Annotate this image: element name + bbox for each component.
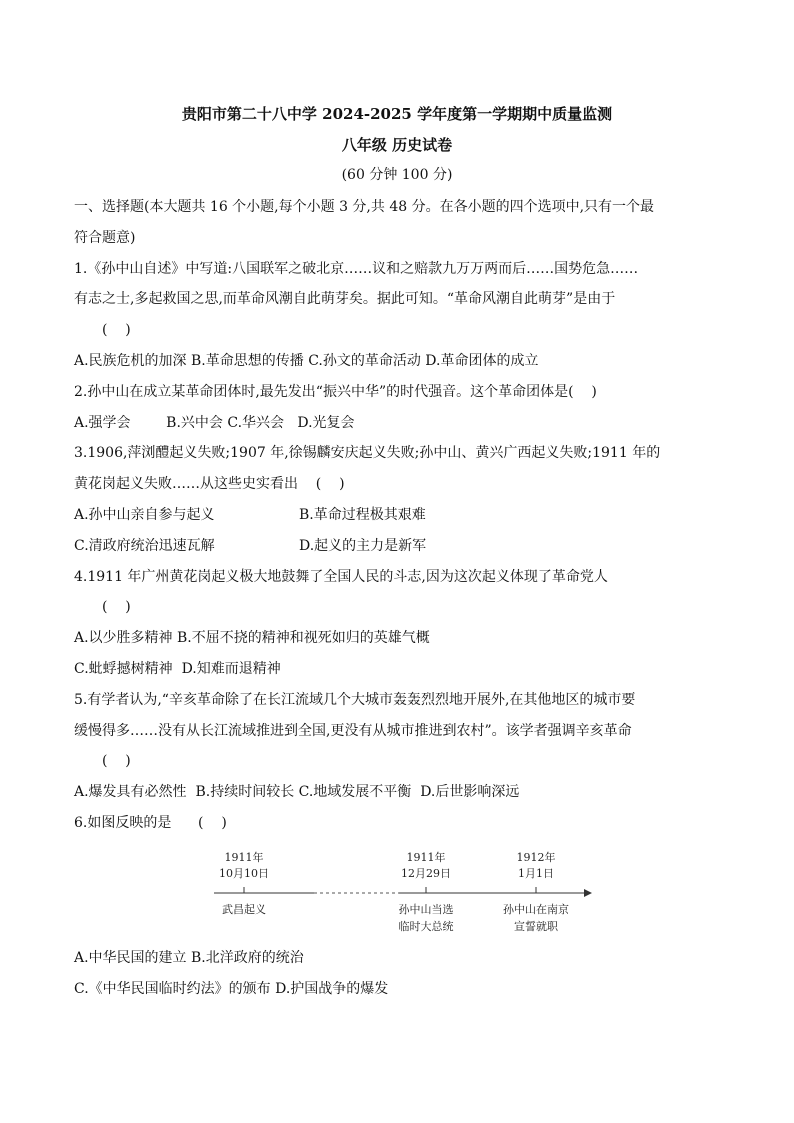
timeline-date-2: 12月29日 <box>401 866 451 880</box>
q1-stem-cont: 有志之士,多起救国之思,而革命风潮自此萌芽矣。据此可知。“革命风潮自此萌芽”是由于 <box>74 291 616 308</box>
q1-options: A.民族危机的加深 B.革命思想的传播 C.孙文的革命活动 D.革命团体的成立 <box>74 352 539 369</box>
q3-options-row1 <box>74 504 728 535</box>
timeline-date-1: 10月10日 <box>219 866 269 880</box>
q3-option-d: D.起义的主力是新军 <box>299 537 427 554</box>
timeline-year-1: 1911年 <box>224 850 264 864</box>
q5-answer-blank: ( ) <box>102 753 131 770</box>
timeline-svg <box>74 847 728 947</box>
q5-options: A.爆发具有必然性 B.持续时间较长 C.地域发展不平衡 D.后世影响深远 <box>74 784 520 801</box>
page-subtitle: 八年级 历史试卷 <box>341 136 453 154</box>
timeline-year-2: 1911年 <box>406 850 446 864</box>
q6-timeline-figure <box>74 847 728 947</box>
q2-options: A.强学会 B.兴中会 C.华兴会 D.光复会 <box>74 414 355 431</box>
timeline-date-3: 1月1日 <box>518 866 554 880</box>
timeline-event-2-line1: 孙中山当选 <box>398 902 454 916</box>
timeline-year-3: 1912年 <box>516 850 556 864</box>
q6-options-row1: A.中华民国的建立 B.北洋政府的统治 <box>74 949 304 966</box>
exam-content <box>74 196 728 1008</box>
section-heading: 一、选择题(本大题共 16 个小题,每个小题 3 分,共 48 分。在各小题的四个选项中,只有一个最 <box>74 199 655 215</box>
page-title: 贵阳市第二十八中学 2024-2025 学年度第一学期期中质量监测 <box>181 105 613 123</box>
q3-option-b: B.革命过程极其艰难 <box>299 506 426 523</box>
q1-stem: 1.《孙中山自述》中写道:八国联军之破北京……议和之赔款九万万两而后……国势危急…… <box>74 260 639 277</box>
q3-option-c: C.清政府统治迅速瓦解 <box>74 537 215 554</box>
q6-options-row2: C.《中华民国临时约法》的颁布 D.护国战争的爆发 <box>74 980 389 997</box>
q3-stem-cont: 黄花岗起义失败……从这些史实看出 ( ) <box>74 476 345 493</box>
timeline-event-3-line1: 孙中山在南京 <box>503 902 569 916</box>
q4-options-row2: C.蚍蜉撼树精神 D.知难而退精神 <box>74 660 281 677</box>
section-heading-cont: 符合题意) <box>74 229 136 246</box>
exam-info: (60 分钟 100 分) <box>341 167 453 183</box>
q3-options-row2 <box>74 535 728 566</box>
q5-stem: 5.有学者认为,“辛亥革命除了在长江流域几个大城市轰轰烈烈地开展外,在其他地区的城市要 <box>74 691 636 708</box>
q5-stem-cont: 缓慢得多……没有从长江流域推进到全国,更没有从城市推进到农村”。该学者强调辛亥革命 <box>74 722 632 739</box>
timeline-event-3-line2: 宣誓就职 <box>514 919 558 933</box>
timeline-event-1: 武昌起义 <box>222 902 266 916</box>
timeline-event-2-line2: 临时大总统 <box>398 919 454 933</box>
q6-stem: 6.如图反映的是 ( ) <box>74 814 227 831</box>
q4-answer-blank: ( ) <box>102 599 131 616</box>
q4-options-row1: A.以少胜多精神 B.不屈不挠的精神和视死如归的英雄气概 <box>74 630 430 647</box>
timeline-arrow-icon <box>584 889 592 897</box>
q1-answer-blank: ( ) <box>102 322 131 339</box>
q2-stem: 2.孙中山在成立某革命团体时,最先发出“振兴中华”的时代强音。这个革命团体是( ) <box>74 383 597 400</box>
q4-stem: 4.1911 年广州黄花岗起义极大地鼓舞了全国人民的斗志,因为这次起义体现了革命党人 <box>74 568 608 585</box>
q3-stem: 3.1906,萍浏醴起义失败;1907 年,徐锡麟安庆起义失败;孙中山、黄兴广西起义失败;1911 年的 <box>74 445 661 462</box>
q3-option-a: A.孙中山亲自参与起义 <box>74 506 215 523</box>
